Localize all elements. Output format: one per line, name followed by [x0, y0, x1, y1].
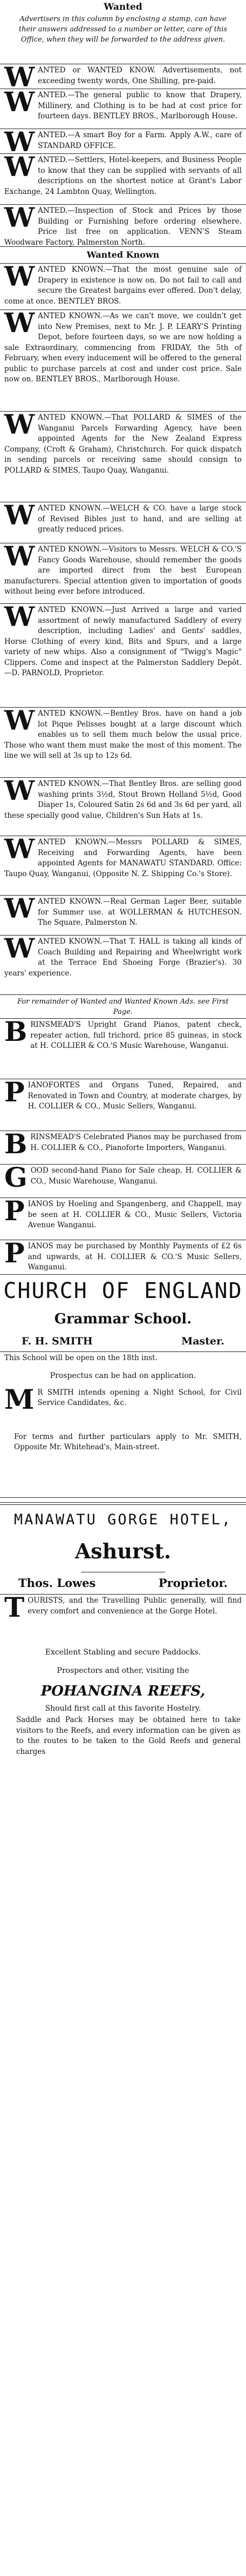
ad-text: RINSMEAD'S Celebrated Pianos may be purchased from H. COLLIER & CO., Pianoforte Importers, Wanganui.	[30, 1133, 242, 1152]
ad-pianos-hoeling	[0, 1198, 246, 1240]
wanted-ads	[0, 64, 246, 247]
drop-cap: M	[4, 1386, 35, 1415]
drop-cap: P	[4, 1079, 25, 1108]
ad-text: ANTED KNOWN.—That POLLARD & SIMES of the Wanganui Parcels Forwarding Agency, have been appointed Agents for the New Zealand Express Company, (Croft & Graham), Christchurch. For quick dispatch in sending parcels or receiving same should consign to POLLARD & SIMES, Taupo Quay, Wanganui.	[4, 413, 242, 475]
drop-cap: G	[4, 1165, 28, 1193]
pohangina-reefs: POHANGINA REEFS,	[40, 1683, 206, 1699]
master-role: Master.	[181, 1335, 224, 1347]
drop-cap: W	[4, 89, 35, 118]
ad-notice	[0, 64, 246, 89]
ad-text: ANTED.—Settlers, Hotel-keepers, and Business People to know that they can be supplied with servants of all descriptions on the shortest notice at Grant's Labor Exchange, 24 Lambton Quay, Wellington.	[4, 156, 242, 196]
ad-text: ANTED KNOWN.—That T. HALL is taking all kinds of Coach Building and Repairing and Wheelwright work at the Terrace End Shoeing Forge (Brazier's). 30 years' experience.	[4, 937, 242, 978]
ad-saddlery	[0, 604, 246, 708]
ad-brinsmead-grand	[0, 1019, 246, 1079]
drop-cap: W	[4, 154, 35, 183]
ad-text: ANTED KNOWN.—Real German Lager Beer, suitable for Summer use. at WOLLERMAN & HUTCHESON. The Square, Palmerston N.	[38, 897, 242, 927]
ad-text: ANTED or WANTED KNOW. Advertisements, not exceeding twenty words, One Shilling, pre-paid.	[38, 66, 242, 85]
ad-monthly-payments	[0, 1240, 246, 1275]
halt-note: Should first call at this favorite Hostelry.	[45, 1704, 201, 1713]
ad-second-hand-piano	[0, 1165, 246, 1198]
ad-smart-boy	[0, 129, 246, 154]
ad-text: IANOS by Hoeling and Spangenberg, and Chappell, may be seen at H. COLLIER & CO., Music Sellers, Victoria Avenue Wanganui.	[28, 1200, 242, 1229]
column-heading: Wanted	[104, 2, 142, 12]
master-line	[0, 1331, 246, 1351]
drop-cap: W	[4, 708, 35, 736]
ad-text: ANTED KNOWN.—WELCH & CO. have a large stock of Revised Bibles just to hand, and are selling at greatly reduced prices.	[38, 504, 242, 534]
ad-brinsmead-purchase	[0, 1131, 246, 1165]
music-ads	[0, 1019, 246, 1275]
drop-cap: W	[4, 205, 35, 233]
ad-new-premises	[0, 310, 246, 412]
drop-cap: W	[4, 64, 35, 89]
ad-text: ANTED KNOWN.—Visitors to Messrs. WELCH & CO.'S Fancy Goods Warehouse, should remember the goods are imported direct from the best European manufacturers. Special attention given to importation of goods without being ever before introduced.	[4, 545, 242, 596]
drop-cap: W	[4, 310, 35, 339]
drop-cap: W	[4, 543, 35, 572]
ad-bentley-cost	[0, 89, 246, 129]
ad-pianos-tuned	[0, 1079, 246, 1131]
drop-cap: W	[4, 896, 35, 924]
drop-cap: W	[4, 502, 35, 531]
ad-pique-pelisses	[0, 708, 246, 778]
ad-text: R SMITH intends opening a Night School, for Civil Service Candidates, &c.	[37, 1388, 242, 1407]
drop-cap: B	[4, 1019, 28, 1047]
proprietor-role: Proprietor.	[158, 1576, 228, 1590]
ad-text: OOD second-hand Piano for Sale cheap. H. COLLIER & CO., Music Warehouse, Wanganui.	[30, 1166, 242, 1186]
ad-text: IANOS may be purchased by Monthly Payments of £2 6s and upwards, at H. COLLIER & CO.'S Music Sellers, Wanganui.	[28, 1242, 242, 1272]
remainder-note: For remainder of Wanted and Wanted Known Ads. see First Page.	[0, 995, 246, 1019]
reopen-notice: This School will be open on the 18th inst.	[0, 1351, 246, 1365]
school-title: Grammar School.	[54, 1311, 192, 1327]
ad-text: ANTED.—Inspection of Stock and Prices by those Building or Furnishing before ordering elsewhere. Price list free on application. VENN'S Steam Woodware Factory, Palmerston North.	[4, 206, 242, 247]
ad-text: ANTED KNOWN.—Bentley Bros. have on hand a job lot Pique Pelisses bought at a large discount which enables us to sell them much below the usual price. Those who want them must make the most of this moment. The line we will sell at 3s up to 12s 6d.	[4, 709, 242, 760]
proprietor-line	[0, 1572, 246, 1594]
drop-cap: W	[4, 129, 35, 154]
ad-text: ANTED KNOWN.—Messrs POLLARD & SIMES, Receiving and Forwarding Agents, have been appointed Agents for MANAWATU STANDARD. Office: Taupo Quay, Wanganui, (Opposite N. Z. Shipping Co.'s Store).	[4, 838, 242, 878]
drop-cap: W	[4, 412, 35, 440]
hotel-name: MANAWATU GORGE HOTEL,	[13, 1511, 233, 1528]
further-particulars: For terms and further particulars apply to Mr. SMITH, Opposite Mr. Whitehead's, Main-street.	[14, 1432, 242, 1451]
ad-venn-woodware	[0, 205, 246, 247]
proprietor-name: Thos. Lowes	[18, 1576, 96, 1590]
column-intro: Advertisers in this column by enclosing a stamp, can have their answers addressed to a number or letter, care of this Office, when they will be forwarded to the address given.	[0, 14, 246, 64]
ad-text: ANTED KNOWN.—That the most genuine sale of Drapery in existence is now on. Do not fail to call and secure the Greatest bargains ever offered. Don't delay, come at once. BENTLEY BROS.	[4, 265, 242, 306]
short-rule	[81, 1568, 165, 1572]
ad-text: IANOFORTES and Organs Tuned, Repaired, and Renovated in Town and Country, at moderate charges, by H. COLLIER & CO., Music Sellers, Wanganui.	[28, 1081, 242, 1111]
ad-washing-prints	[0, 778, 246, 836]
drop-cap: P	[4, 1198, 25, 1227]
ad-text: ANTED.—A smart Boy for a Farm. Apply A.W., care of STANDARD OFFICE.	[38, 131, 242, 150]
tourists-notice	[0, 1594, 246, 1643]
ad-coach-building	[0, 936, 246, 995]
ad-text: ANTED KNOWN.—That Bentley Bros. are selling good washing prints 3½d, Stout Brown Holland 5½d, Good Diaper 1s, Coloured Satin 2s 6d and 3s 6d per yard, all these specially good value, Children's Sun Hats at 1s.	[4, 779, 242, 820]
ad-welch-bibles	[0, 502, 246, 543]
drop-cap: W	[4, 778, 35, 806]
ad-lager-beer	[0, 896, 246, 936]
ad-genuine-sale	[0, 264, 246, 310]
church-school-ad	[0, 1275, 246, 1498]
drop-cap: W	[4, 936, 35, 964]
ad-text: ANTED.—The general public to know that Drapery, Millinery, and Clothing is to be had at cost price for fourteen days. BENTLEY BROS., Marlborough House.	[38, 91, 242, 120]
visitors-note: Prospectors and other, visiting the	[57, 1666, 189, 1675]
drop-cap: P	[4, 1240, 25, 1269]
master-name: F. H. SMITH	[22, 1335, 93, 1347]
saddle-note: Saddle and Pack Horses may be obtained here to take visitors to the Reefs, and every information can be given as to the routes to be taken to the Gold Reefs and general charges	[16, 1716, 241, 1756]
prospectus-note: Prospectus can be had on application.	[50, 1371, 196, 1380]
ad-text: RINSMEAD'S Upright Grand Pianos, patent check, repeater action, full trichord, price 85 guineas, in stock at H. COLLIER & CO.'S Music Warehouse, Wanganui.	[30, 1020, 242, 1050]
ad-standard-agents	[0, 836, 246, 896]
church-title: CHURCH OF ENGLAND	[3, 1279, 243, 1303]
ad-text: ANTED KNOWN.—Just Arrived a large and varied assortment of newly manufactured Saddlery of every description, including Ladies' and Gents' saddles, Horse Clothing of every kind, Bits and Spurs, and a large variety of new whips. Also a consignment of "Twigg's Magic" Clippers. Come and inspect at the Palmerston Saddlery Depôt.—D. PARNOLD, Proprietor.	[4, 606, 242, 677]
ad-text: OURISTS, and the Travelling Public generally, will find every comfort and convenience at the Gorge Hotel.	[28, 1596, 242, 1616]
gorge-hotel-ad	[0, 1505, 246, 1783]
night-school	[0, 1387, 246, 1431]
drop-cap: W	[4, 836, 35, 865]
drop-cap: T	[4, 1594, 25, 1623]
ad-pollard-express	[0, 412, 246, 502]
ad-welch-fancy-goods	[0, 543, 246, 604]
wanted-known-ads	[0, 264, 246, 995]
stabling-note: Excellent Stabling and secure Paddocks.	[45, 1648, 201, 1657]
drop-cap: W	[4, 604, 35, 633]
ad-labor-exchange	[0, 154, 246, 205]
drop-cap: B	[4, 1131, 28, 1160]
hotel-place: Ashurst.	[74, 1539, 172, 1563]
drop-cap: W	[4, 264, 35, 292]
wanted-known-heading: Wanted Known	[0, 247, 246, 264]
ad-text: ANTED KNOWN.—As we can't move, we couldn't get into New Premises, next to Mr. J. P. LEARY'S Printing Depot, before fourteen days, so we are now holding a sale Extraordinary, commencing from FRIDAY, the 5th of February, when every inducement will be offered to the general public to purchase parcels at cost and under cost price. Sale now on. BENTLEY BROS., Marlborough House.	[4, 312, 242, 384]
